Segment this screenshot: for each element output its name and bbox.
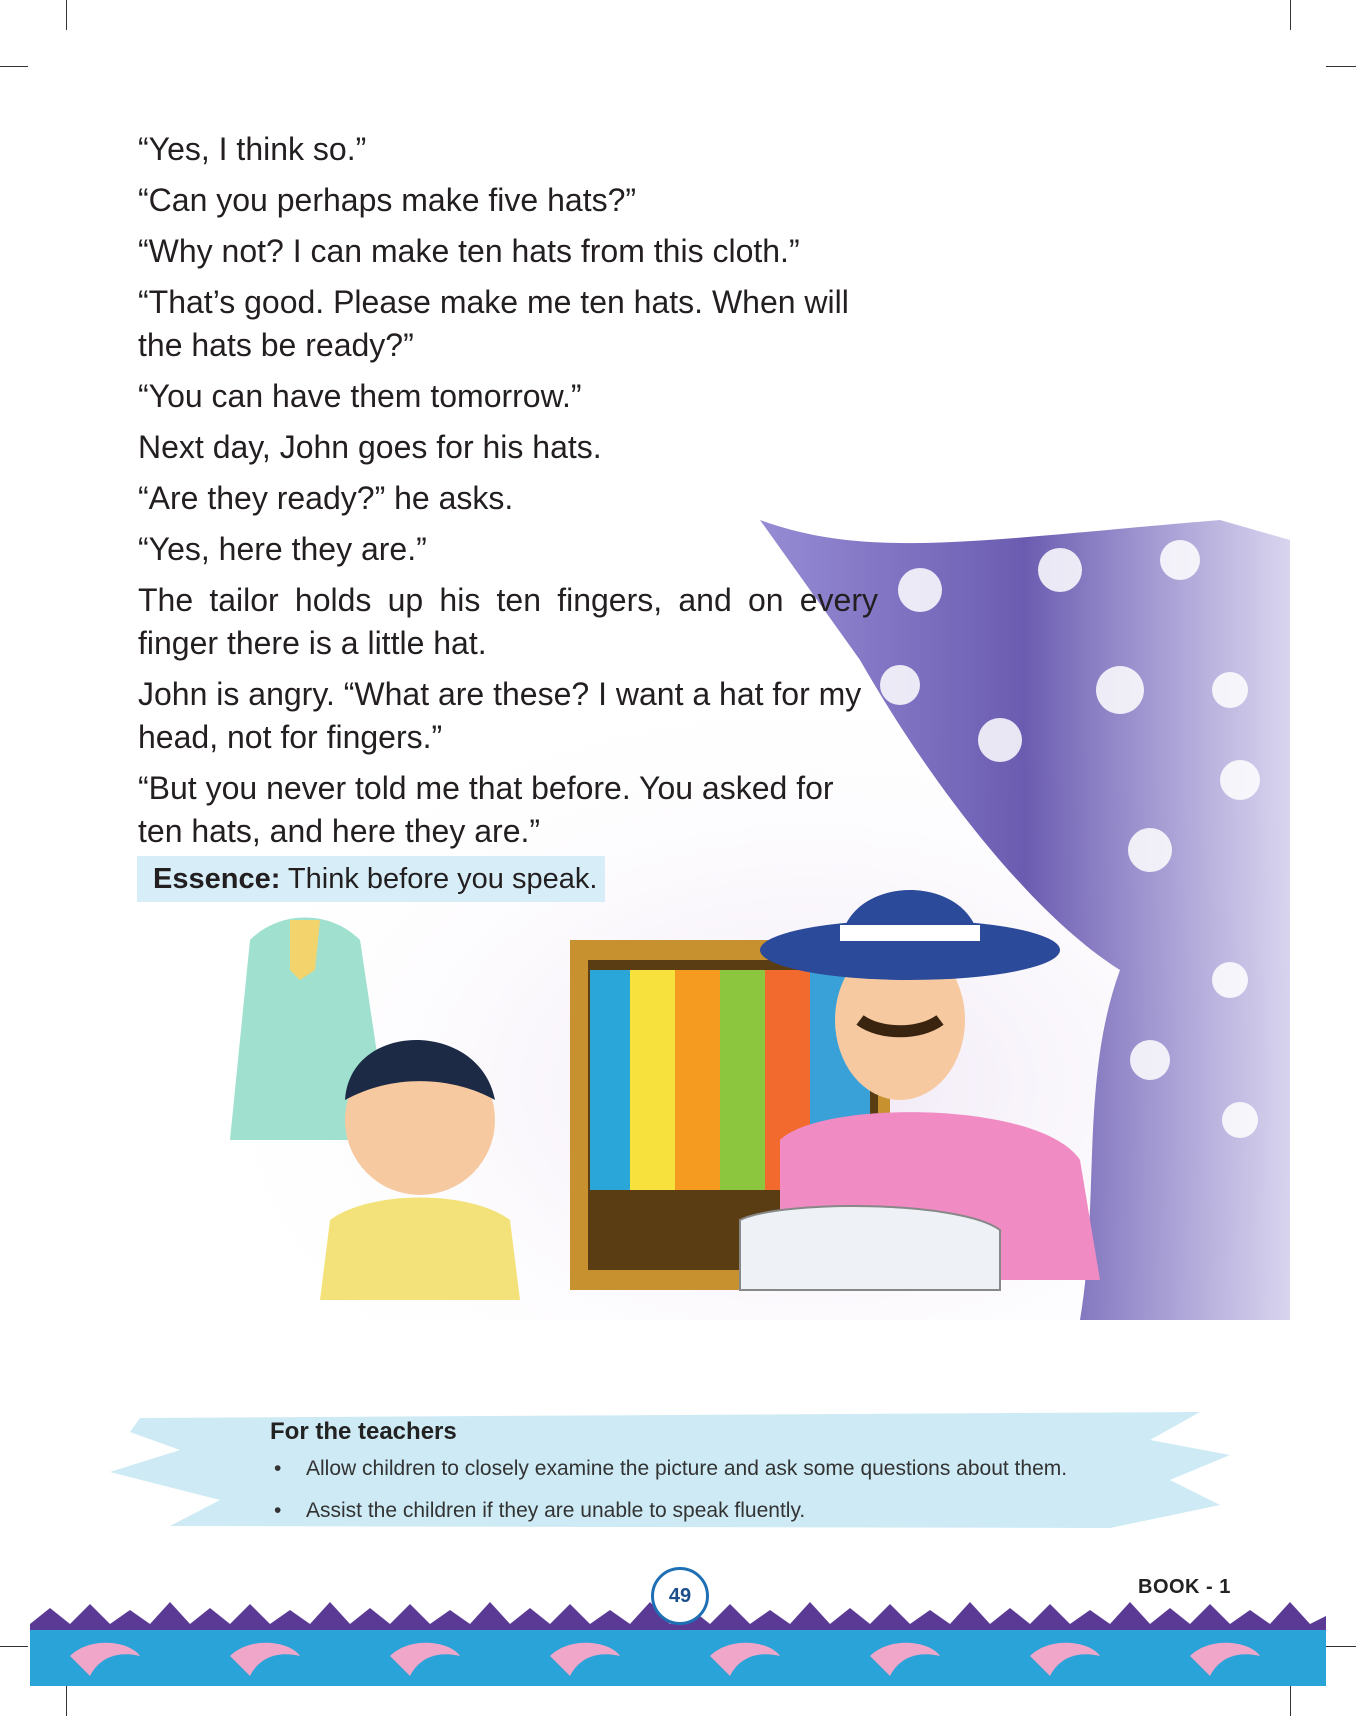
teacher-note-title: For the teachers [270, 1418, 457, 1445]
story-paragraph: “Can you perhaps make five hats?” [138, 182, 637, 218]
book-label: BOOK - 1 [1138, 1576, 1231, 1598]
sewing-machine [740, 1206, 1000, 1290]
essence-label: Essence: [153, 863, 281, 895]
teacher-note-item: • Allow children to closely examine the picture and ask some questions about them. [274, 1457, 1068, 1480]
crop-mark [1290, 1686, 1291, 1716]
water-band [30, 1630, 1326, 1686]
story-paragraph: “But you never told me that before. You asked for ten hats, and here they are.” [138, 770, 834, 849]
crop-mark [1290, 0, 1291, 30]
teacher-note-text: Assist the children if they are unable to speak fluently. [306, 1499, 806, 1522]
story-paragraph: “Why not? I can make ten hats from this cloth.” [138, 233, 800, 269]
essence-box [137, 856, 605, 902]
story-paragraph: “That’s good. Please make me ten hats. When will the hats be ready?” [138, 284, 849, 363]
page-number: 49 [651, 1567, 709, 1625]
story-paragraph: “Are they ready?” he asks. [138, 480, 514, 516]
essence-text: Think before you speak. [287, 863, 598, 895]
crop-mark [0, 66, 28, 67]
crop-mark [66, 0, 67, 30]
crop-mark [0, 1646, 28, 1647]
crop-mark [1326, 1646, 1356, 1647]
teacher-note-item: • Assist the children if they are unable to speak fluently. [274, 1499, 806, 1522]
story-paragraph: “Yes, here they are.” [138, 531, 427, 567]
story-paragraph: “You can have them tomorrow.” [138, 378, 582, 414]
story-paragraph: Next day, John goes for his hats. [138, 429, 602, 465]
crop-mark [66, 1686, 67, 1716]
crop-mark [1326, 66, 1356, 67]
story-text [138, 128, 878, 861]
story-paragraph: “Yes, I think so.” [138, 131, 367, 167]
teacher-note-text: Allow children to closely examine the picture and ask some questions about them. [306, 1457, 1068, 1480]
story-paragraph: John is angry. “What are these? I want a hat for my head, not for fingers.” [138, 676, 862, 755]
story-paragraph: The tailor holds up his ten fingers, and on every finger there is a little hat. [138, 582, 878, 661]
teacher-note-list [268, 1456, 1168, 1540]
